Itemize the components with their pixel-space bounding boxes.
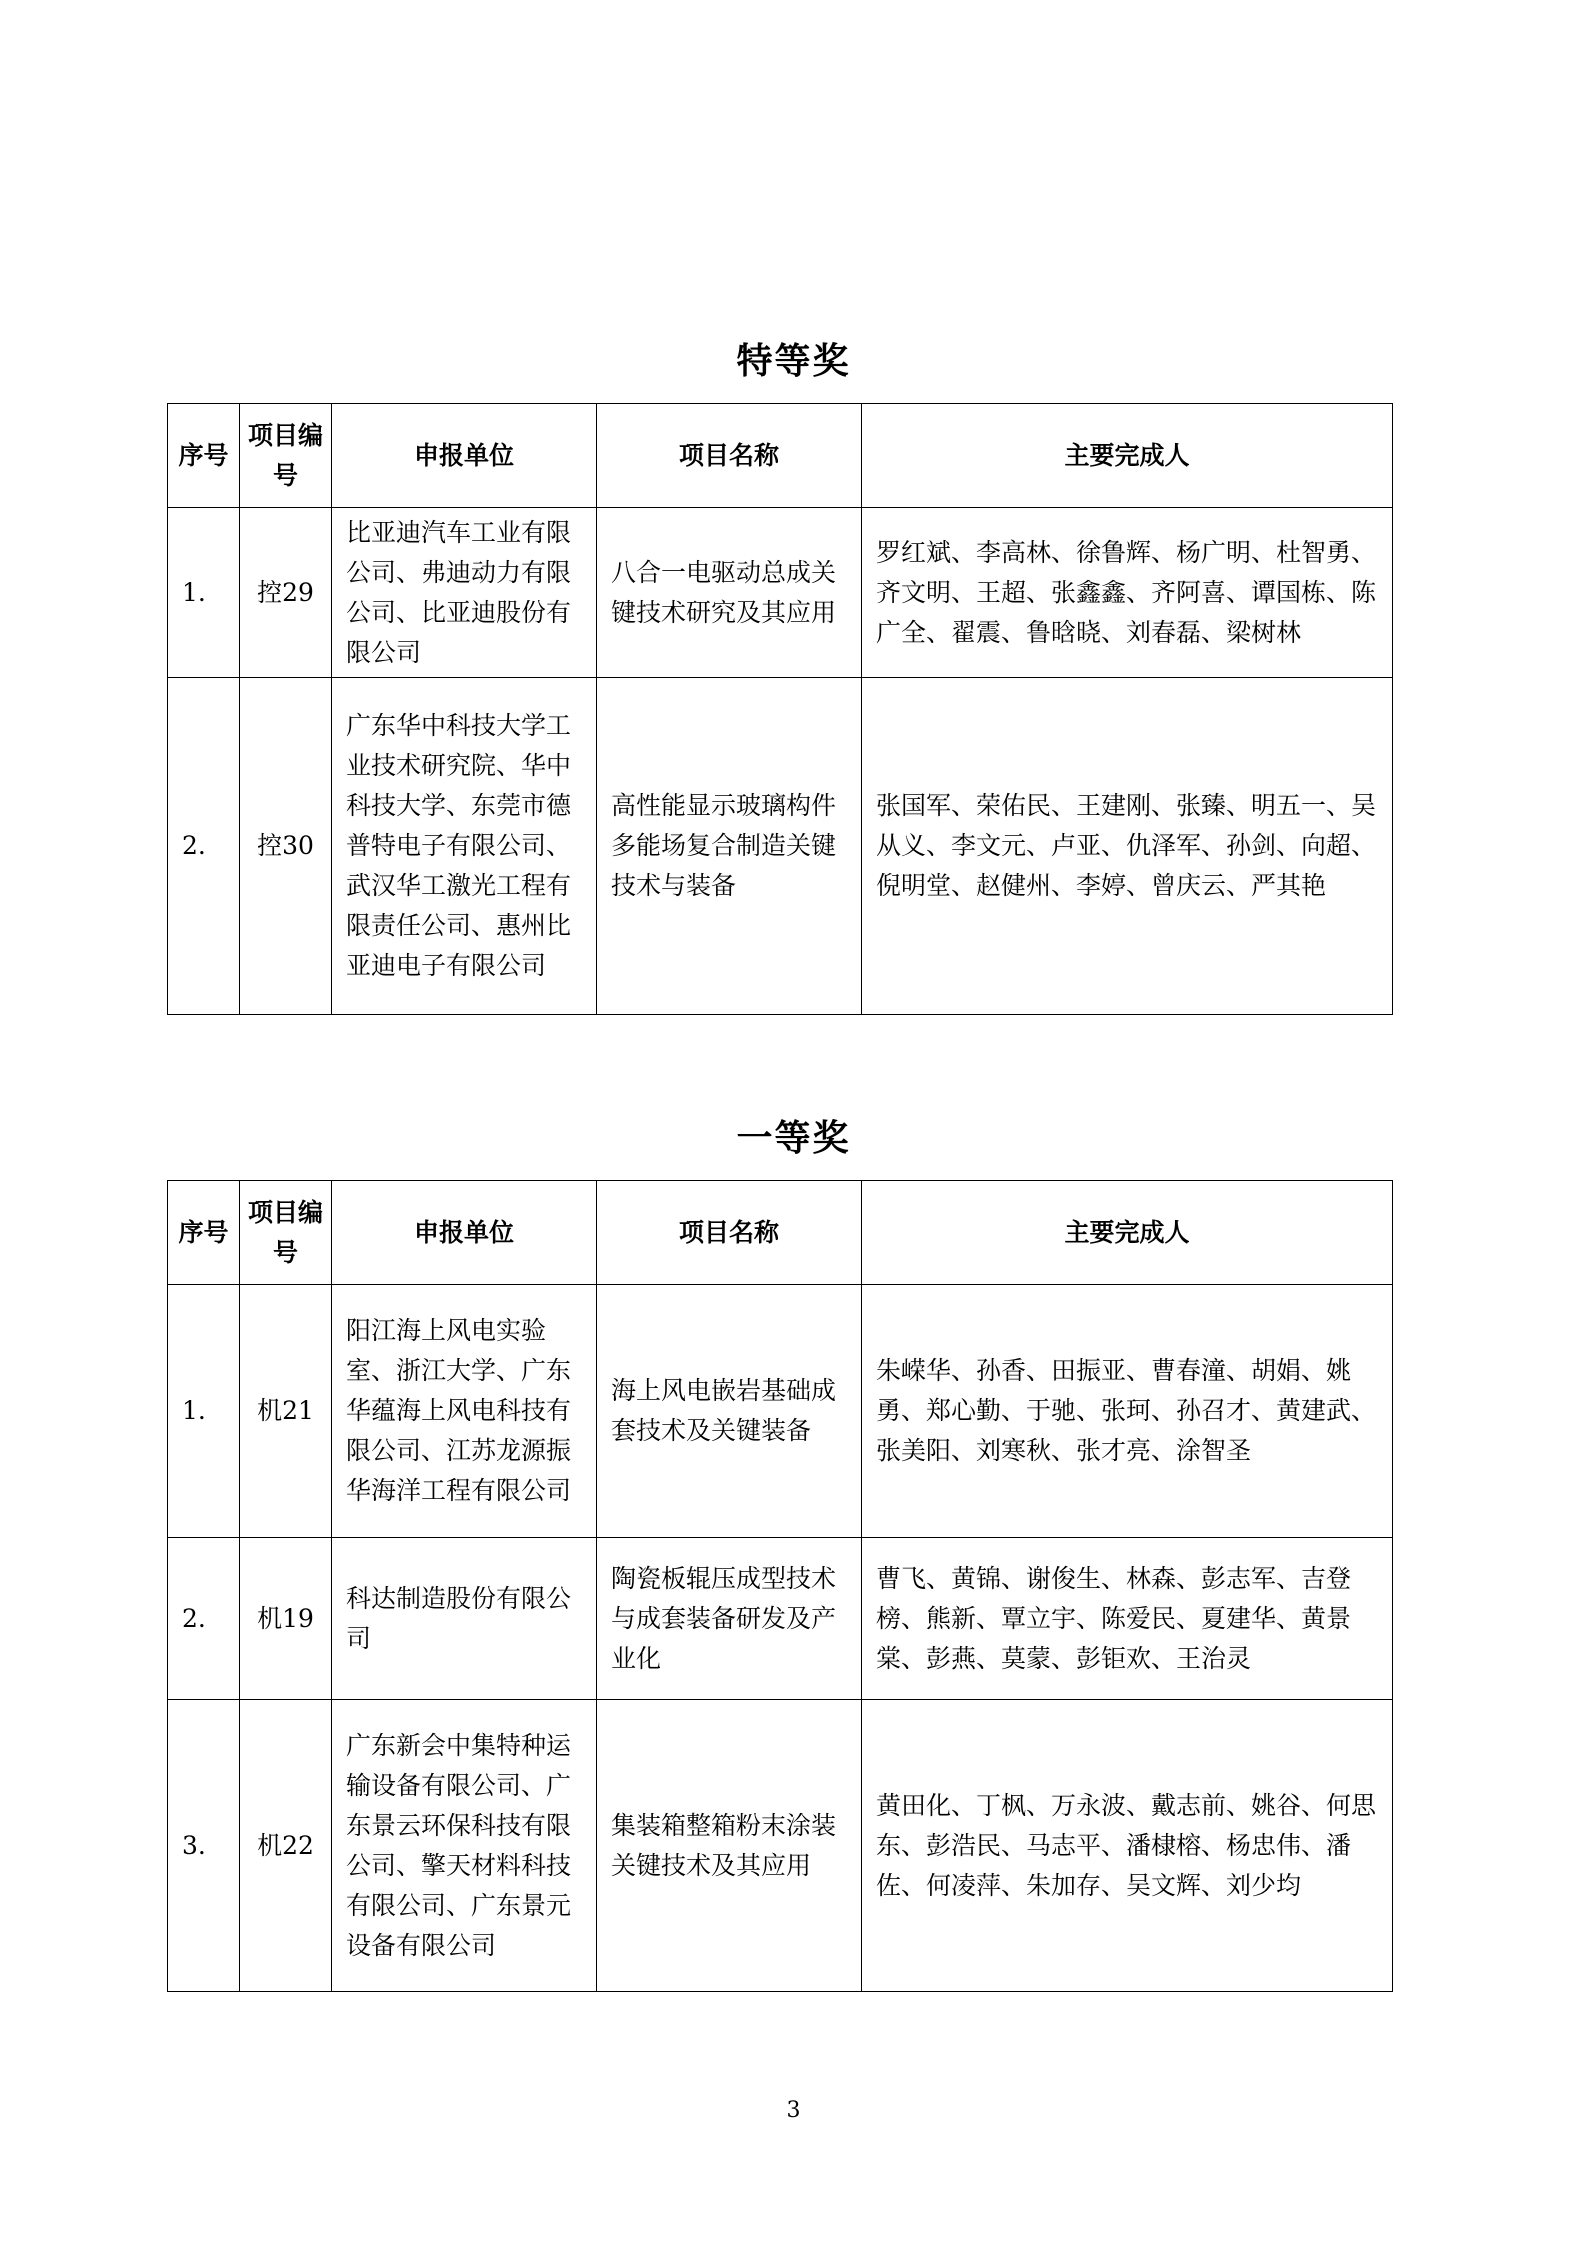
cell-unit: 广东新会中集特种运输设备有限公司、广东景云环保科技有限公司、擎天材料科技有限公司、广东景元设备有限公司 xyxy=(332,1700,597,1992)
cell-no: 2. xyxy=(168,678,240,1015)
cell-unit: 科达制造股份有限公司 xyxy=(332,1538,597,1700)
cell-code: 机19 xyxy=(240,1538,332,1700)
cell-unit: 阳江海上风电实验室、浙江大学、广东华蕴海上风电科技有限公司、江苏龙源振华海洋工程有限公司 xyxy=(332,1285,597,1538)
cell-name: 海上风电嵌岩基础成套技术及关键装备 xyxy=(597,1285,862,1538)
table-row xyxy=(168,678,1393,1015)
first-award-table xyxy=(167,1180,1393,1992)
header-people: 主要完成人 xyxy=(862,404,1393,508)
table-header-row xyxy=(168,404,1393,508)
cell-name: 陶瓷板辊压成型技术与成套装备研发及产业化 xyxy=(597,1538,862,1700)
cell-unit: 广东华中科技大学工业技术研究院、华中科技大学、东莞市德普特电子有限公司、武汉华工激光工程有限责任公司、惠州比亚迪电子有限公司 xyxy=(332,678,597,1015)
header-unit: 申报单位 xyxy=(332,1181,597,1285)
cell-people: 黄田化、丁枫、万永波、戴志前、姚谷、何思东、彭浩民、马志平、潘棣榕、杨忠伟、潘佐、何凌萍、朱加存、吴文辉、刘少均 xyxy=(862,1700,1393,1992)
header-name: 项目名称 xyxy=(597,404,862,508)
table-header-row xyxy=(168,1181,1393,1285)
table-row xyxy=(168,1285,1393,1538)
section-title-first: 一等奖 xyxy=(736,1117,851,1159)
header-no: 序号 xyxy=(168,404,240,508)
cell-people: 罗红斌、李高林、徐鲁辉、杨广明、杜智勇、齐文明、王超、张鑫鑫、齐阿喜、谭国栋、陈广全、翟震、鲁晗晓、刘春磊、梁树林 xyxy=(862,508,1393,678)
header-unit: 申报单位 xyxy=(332,404,597,508)
cell-people: 朱嵘华、孙香、田振亚、曹春潼、胡娟、姚勇、郑心勤、于驰、张珂、孙召才、黄建武、张美阳、刘寒秋、张才亮、涂智圣 xyxy=(862,1285,1393,1538)
cell-name: 八合一电驱动总成关键技术研究及其应用 xyxy=(597,508,862,678)
table-row xyxy=(168,508,1393,678)
header-code: 项目编号 xyxy=(240,1181,332,1285)
special-award-table xyxy=(167,403,1393,1015)
header-people: 主要完成人 xyxy=(862,1181,1393,1285)
page-number: 3 xyxy=(786,2098,801,2123)
header-code: 项目编号 xyxy=(240,404,332,508)
header-no: 序号 xyxy=(168,1181,240,1285)
cell-code: 控29 xyxy=(240,508,332,678)
cell-unit: 比亚迪汽车工业有限公司、弗迪动力有限公司、比亚迪股份有限公司 xyxy=(332,508,597,678)
cell-no: 1. xyxy=(168,1285,240,1538)
section-title-special: 特等奖 xyxy=(736,340,851,382)
cell-people: 曹飞、黄锦、谢俊生、林森、彭志军、吉登榜、熊新、覃立宇、陈爱民、夏建华、黄景棠、彭燕、莫蒙、彭钜欢、王治灵 xyxy=(862,1538,1393,1700)
cell-name: 集装箱整箱粉末涂装关键技术及其应用 xyxy=(597,1700,862,1992)
cell-name: 高性能显示玻璃构件多能场复合制造关键技术与装备 xyxy=(597,678,862,1015)
table-row xyxy=(168,1700,1393,1992)
table-row xyxy=(168,1538,1393,1700)
cell-no: 1. xyxy=(168,508,240,678)
header-name: 项目名称 xyxy=(597,1181,862,1285)
cell-code: 机22 xyxy=(240,1700,332,1992)
cell-no: 3. xyxy=(168,1700,240,1992)
cell-code: 控30 xyxy=(240,678,332,1015)
cell-people: 张国军、荣佑民、王建刚、张臻、明五一、吴从义、李文元、卢亚、仇泽军、孙剑、向超、倪明堂、赵健州、李婷、曾庆云、严其艳 xyxy=(862,678,1393,1015)
cell-no: 2. xyxy=(168,1538,240,1700)
cell-code: 机21 xyxy=(240,1285,332,1538)
